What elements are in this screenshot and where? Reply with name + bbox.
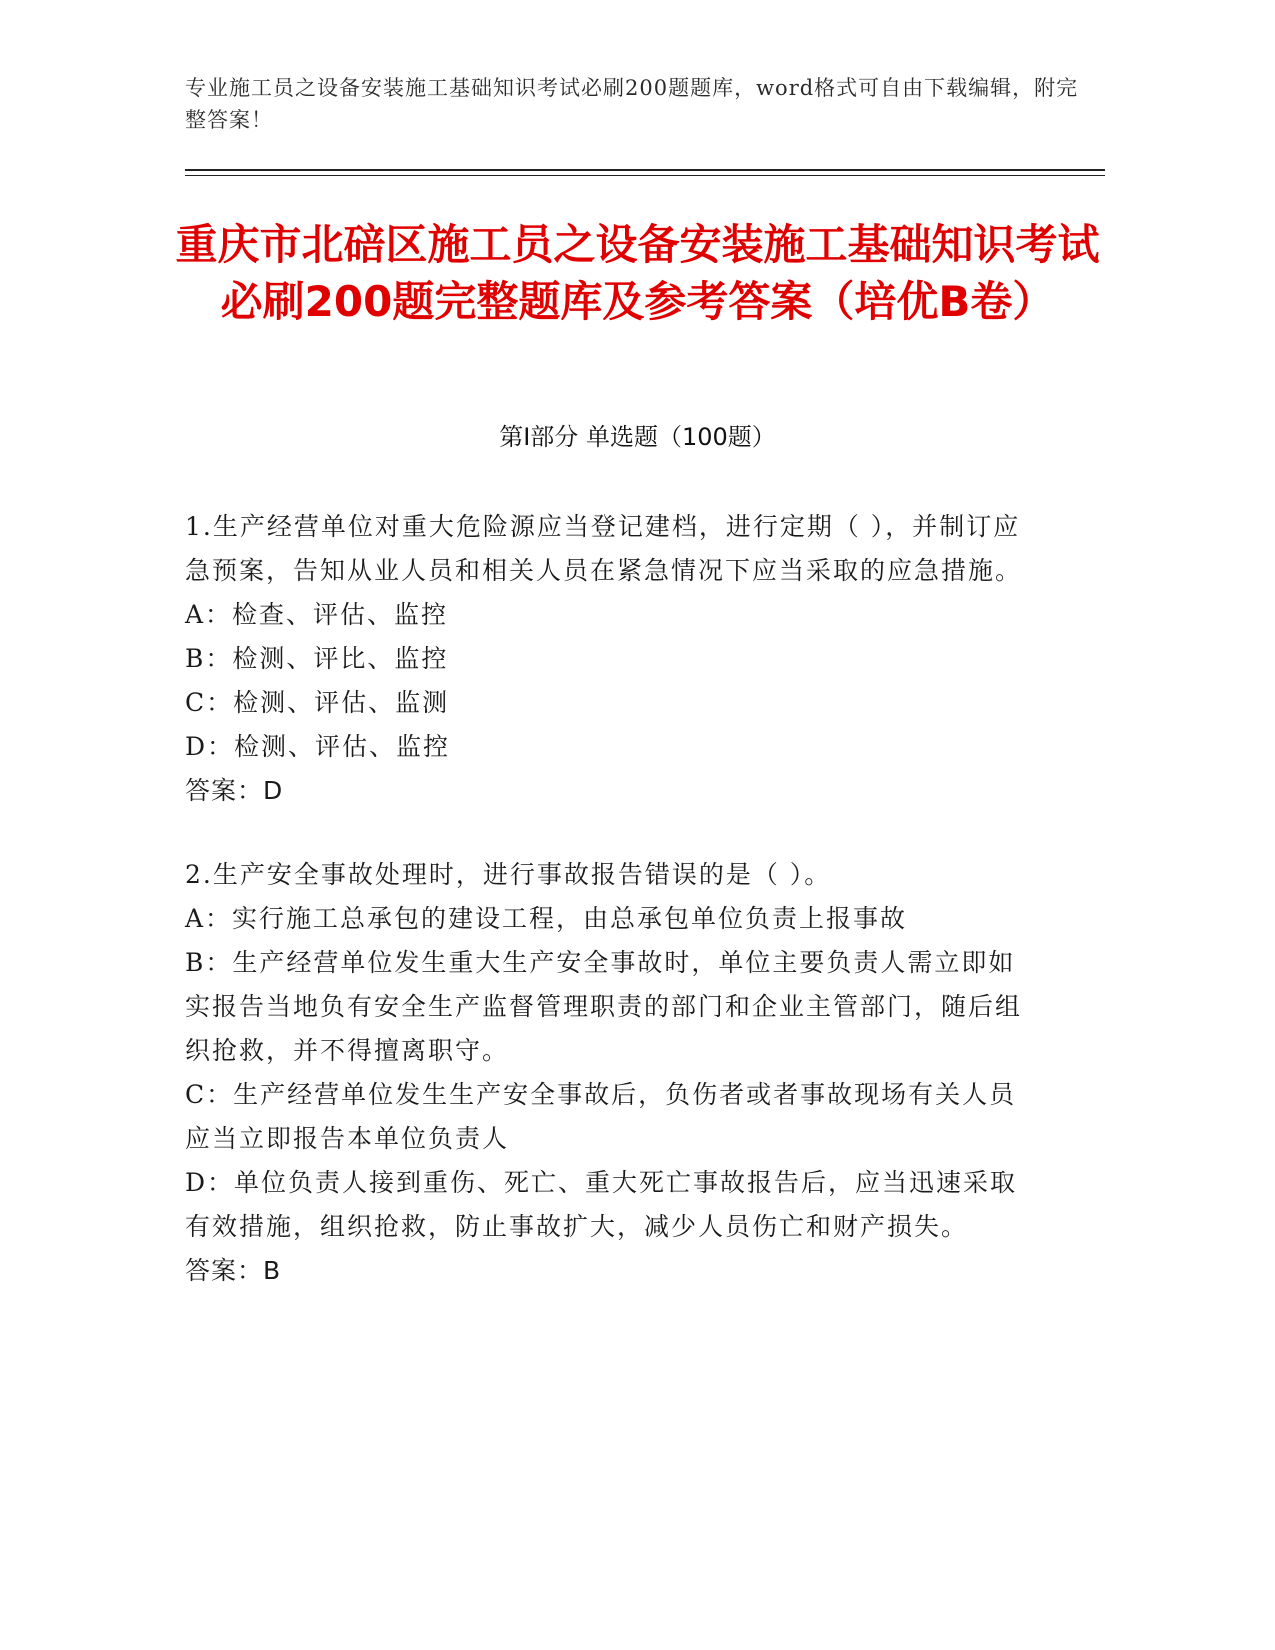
option-c: C：检测、评估、监测	[185, 688, 450, 717]
question-1	[185, 505, 1035, 813]
question-2	[185, 853, 1035, 1293]
option-b: B：生产经营单位发生重大生产安全事故时，单位主要负责人需立即如实报告当地负有安全生产监督管理职责的部门和企业主管部门，随后组织抢救，并不得擅离职守。	[185, 948, 1023, 1065]
header-note: 专业施工员之设备安装施工基础知识考试必刷200题题库，word格式可自由下载编辑，附完整答案！	[185, 76, 1079, 132]
answer: 答案：D	[185, 776, 284, 805]
option-d: D：检测、评估、监控	[185, 732, 451, 761]
header-divider-thin	[185, 175, 1105, 176]
option-b: B：检测、评比、监控	[185, 644, 449, 673]
option-d: D：单位负责人接到重伤、死亡、重大死亡事故报告后，应当迅速采取有效措施，组织抢救，防止事故扩大，减少人员伤亡和财产损失。	[185, 1168, 1018, 1241]
question-list	[185, 505, 1035, 1333]
document-title: 重庆市北碚区施工员之设备安装施工基础知识考试必刷200题完整题库及参考答案（培优B卷）	[175, 220, 1100, 326]
question-stem: 2.生产安全事故处理时，进行事故报告错误的是（ ）。	[185, 860, 832, 889]
header-divider-thick	[185, 169, 1105, 171]
option-a: A：检查、评估、监控	[185, 600, 449, 629]
option-c: C：生产经营单位发生生产安全事故后，负伤者或者事故现场有关人员应当立即报告本单位负责人	[185, 1080, 1017, 1153]
section-title: 第Ⅰ部分 单选题（100题）	[499, 423, 776, 451]
question-stem: 1.生产经营单位对重大危险源应当登记建档，进行定期（ ），并制订应急预案，告知从业人员和相关人员在紧急情况下应当采取的应急措施。	[185, 512, 1023, 585]
option-a: A：实行施工总承包的建设工程，由总承包单位负责上报事故	[185, 904, 908, 933]
answer: 答案：B	[185, 1256, 282, 1285]
